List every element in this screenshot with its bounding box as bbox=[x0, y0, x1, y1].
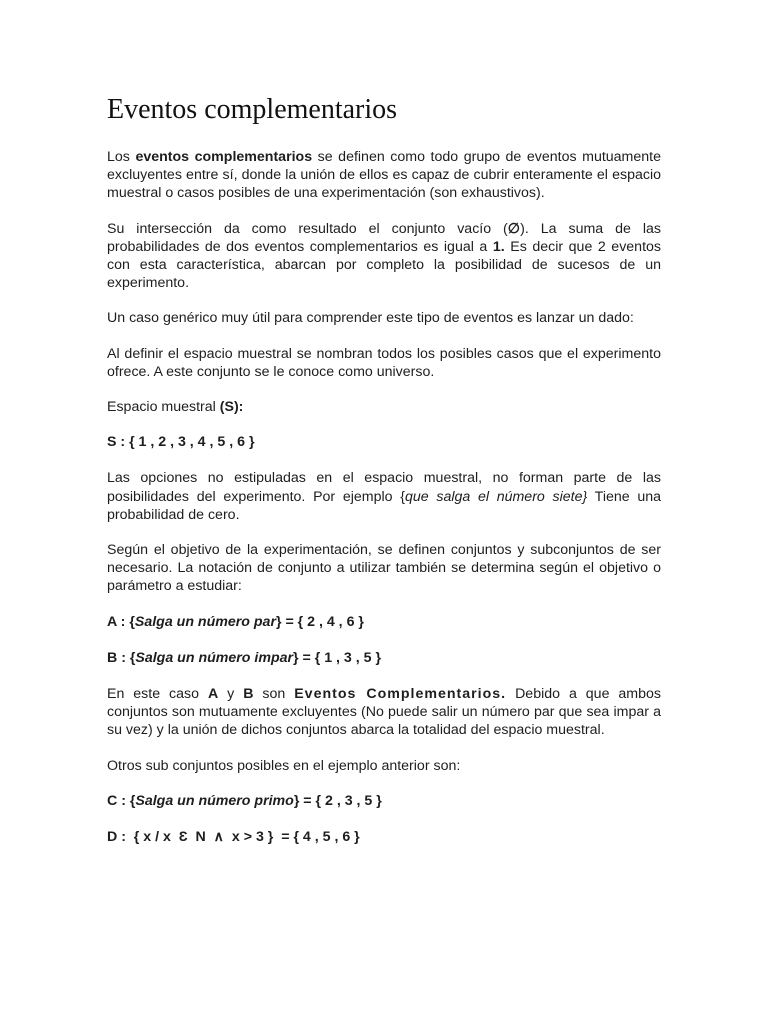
paragraph-other-subsets: Otros sub conjuntos posibles en el ejemplo anterior son: bbox=[107, 757, 461, 774]
paragraph-definition bbox=[107, 148, 661, 203]
text: } = { 2 , 3 , 5 } bbox=[293, 792, 382, 809]
text: Es decir que 2 eventos con esta característica, abarcan por completo la posibilidad de sucesos de un experimento. bbox=[107, 238, 661, 292]
text: Las opciones no estipuladas en el espacio muestral, no forman parte de las posibilidades del experimento. Por ejemplo { bbox=[107, 470, 661, 505]
set-d-definition: D : { x / x Ɛ N ∧ x > 3 } = { 4 , 5 , 6 } bbox=[107, 829, 360, 846]
set-s-definition: S : { 1 , 2 , 3 , 4 , 5 , 6 } bbox=[107, 434, 255, 451]
text: ). La suma de las probabilidades de dos eventos complementarios es igual a bbox=[107, 220, 662, 255]
text: Espacio muestral bbox=[107, 399, 220, 416]
text: B : { bbox=[107, 649, 136, 666]
paragraph-example: Un caso genérico muy útil para comprender este tipo de eventos es lanzar un dado: bbox=[107, 310, 634, 327]
paragraph-intersection bbox=[107, 220, 661, 293]
paragraph-objective: Según el objetivo de la experimentación, se definen conjuntos y subconjuntos de ser necesario. La notación de conjunto a utilizar también se determina según el objetivo o parámetro a estudiar: bbox=[107, 542, 661, 595]
bold-term: eventos complementarios bbox=[135, 149, 313, 165]
paragraph-universe: Al definir el espacio muestral se nombran todos los posibles casos que el experimento ofrece. A este conjunto se le conoce como universo. bbox=[107, 345, 661, 380]
paragraph-options bbox=[107, 469, 661, 524]
page-title: Eventos complementarios bbox=[107, 94, 398, 125]
set-a-definition bbox=[107, 613, 661, 631]
document-page bbox=[107, 92, 661, 864]
set-c-definition bbox=[107, 792, 661, 810]
bold-value: 1. bbox=[492, 238, 505, 255]
italic-text: Salga un número par bbox=[134, 613, 276, 630]
set-b-definition bbox=[107, 649, 661, 667]
italic-text: Salga un número impar bbox=[135, 649, 294, 666]
text: En este caso bbox=[107, 686, 208, 703]
text: Los bbox=[107, 149, 136, 165]
text: Tiene una probabilidad de cero. bbox=[107, 488, 662, 523]
text: y bbox=[218, 686, 244, 703]
text: } = { 1 , 3 , 5 } bbox=[293, 649, 381, 666]
italic-text: que salga el número siete} bbox=[404, 488, 588, 505]
bold-term: Eventos Complementarios. bbox=[294, 686, 507, 703]
paragraph-complementary bbox=[107, 685, 661, 740]
text: C : { bbox=[107, 792, 136, 809]
bold-label: (S): bbox=[219, 399, 244, 416]
text: Debido a que ambos conjuntos son mutuamente excluyentes (No puede salir un número par que sea impar a su vez) y la unión de dichos conjuntos abarca la totalidad del espacio muestral. bbox=[107, 686, 661, 739]
empty-set-symbol: ∅ bbox=[507, 220, 521, 237]
text: son bbox=[253, 686, 295, 703]
text: Su intersección da como resultado el conjunto vacío ( bbox=[107, 220, 508, 237]
text: se definen como todo grupo de eventos mutuamente excluyentes entre sí, donde la unión de ellos es capaz de cubrir enteramente el espacio muestral o casos posibles de una experimentación (son exhaustivos). bbox=[107, 149, 661, 202]
paragraph-sample-space-label bbox=[107, 398, 661, 416]
italic-text: Salga un número primo bbox=[135, 792, 294, 809]
bold-b: B bbox=[243, 686, 254, 703]
text: } = { 2 , 4 , 6 } bbox=[275, 613, 364, 630]
text: A : { bbox=[107, 613, 135, 630]
bold-a: A bbox=[207, 686, 219, 703]
